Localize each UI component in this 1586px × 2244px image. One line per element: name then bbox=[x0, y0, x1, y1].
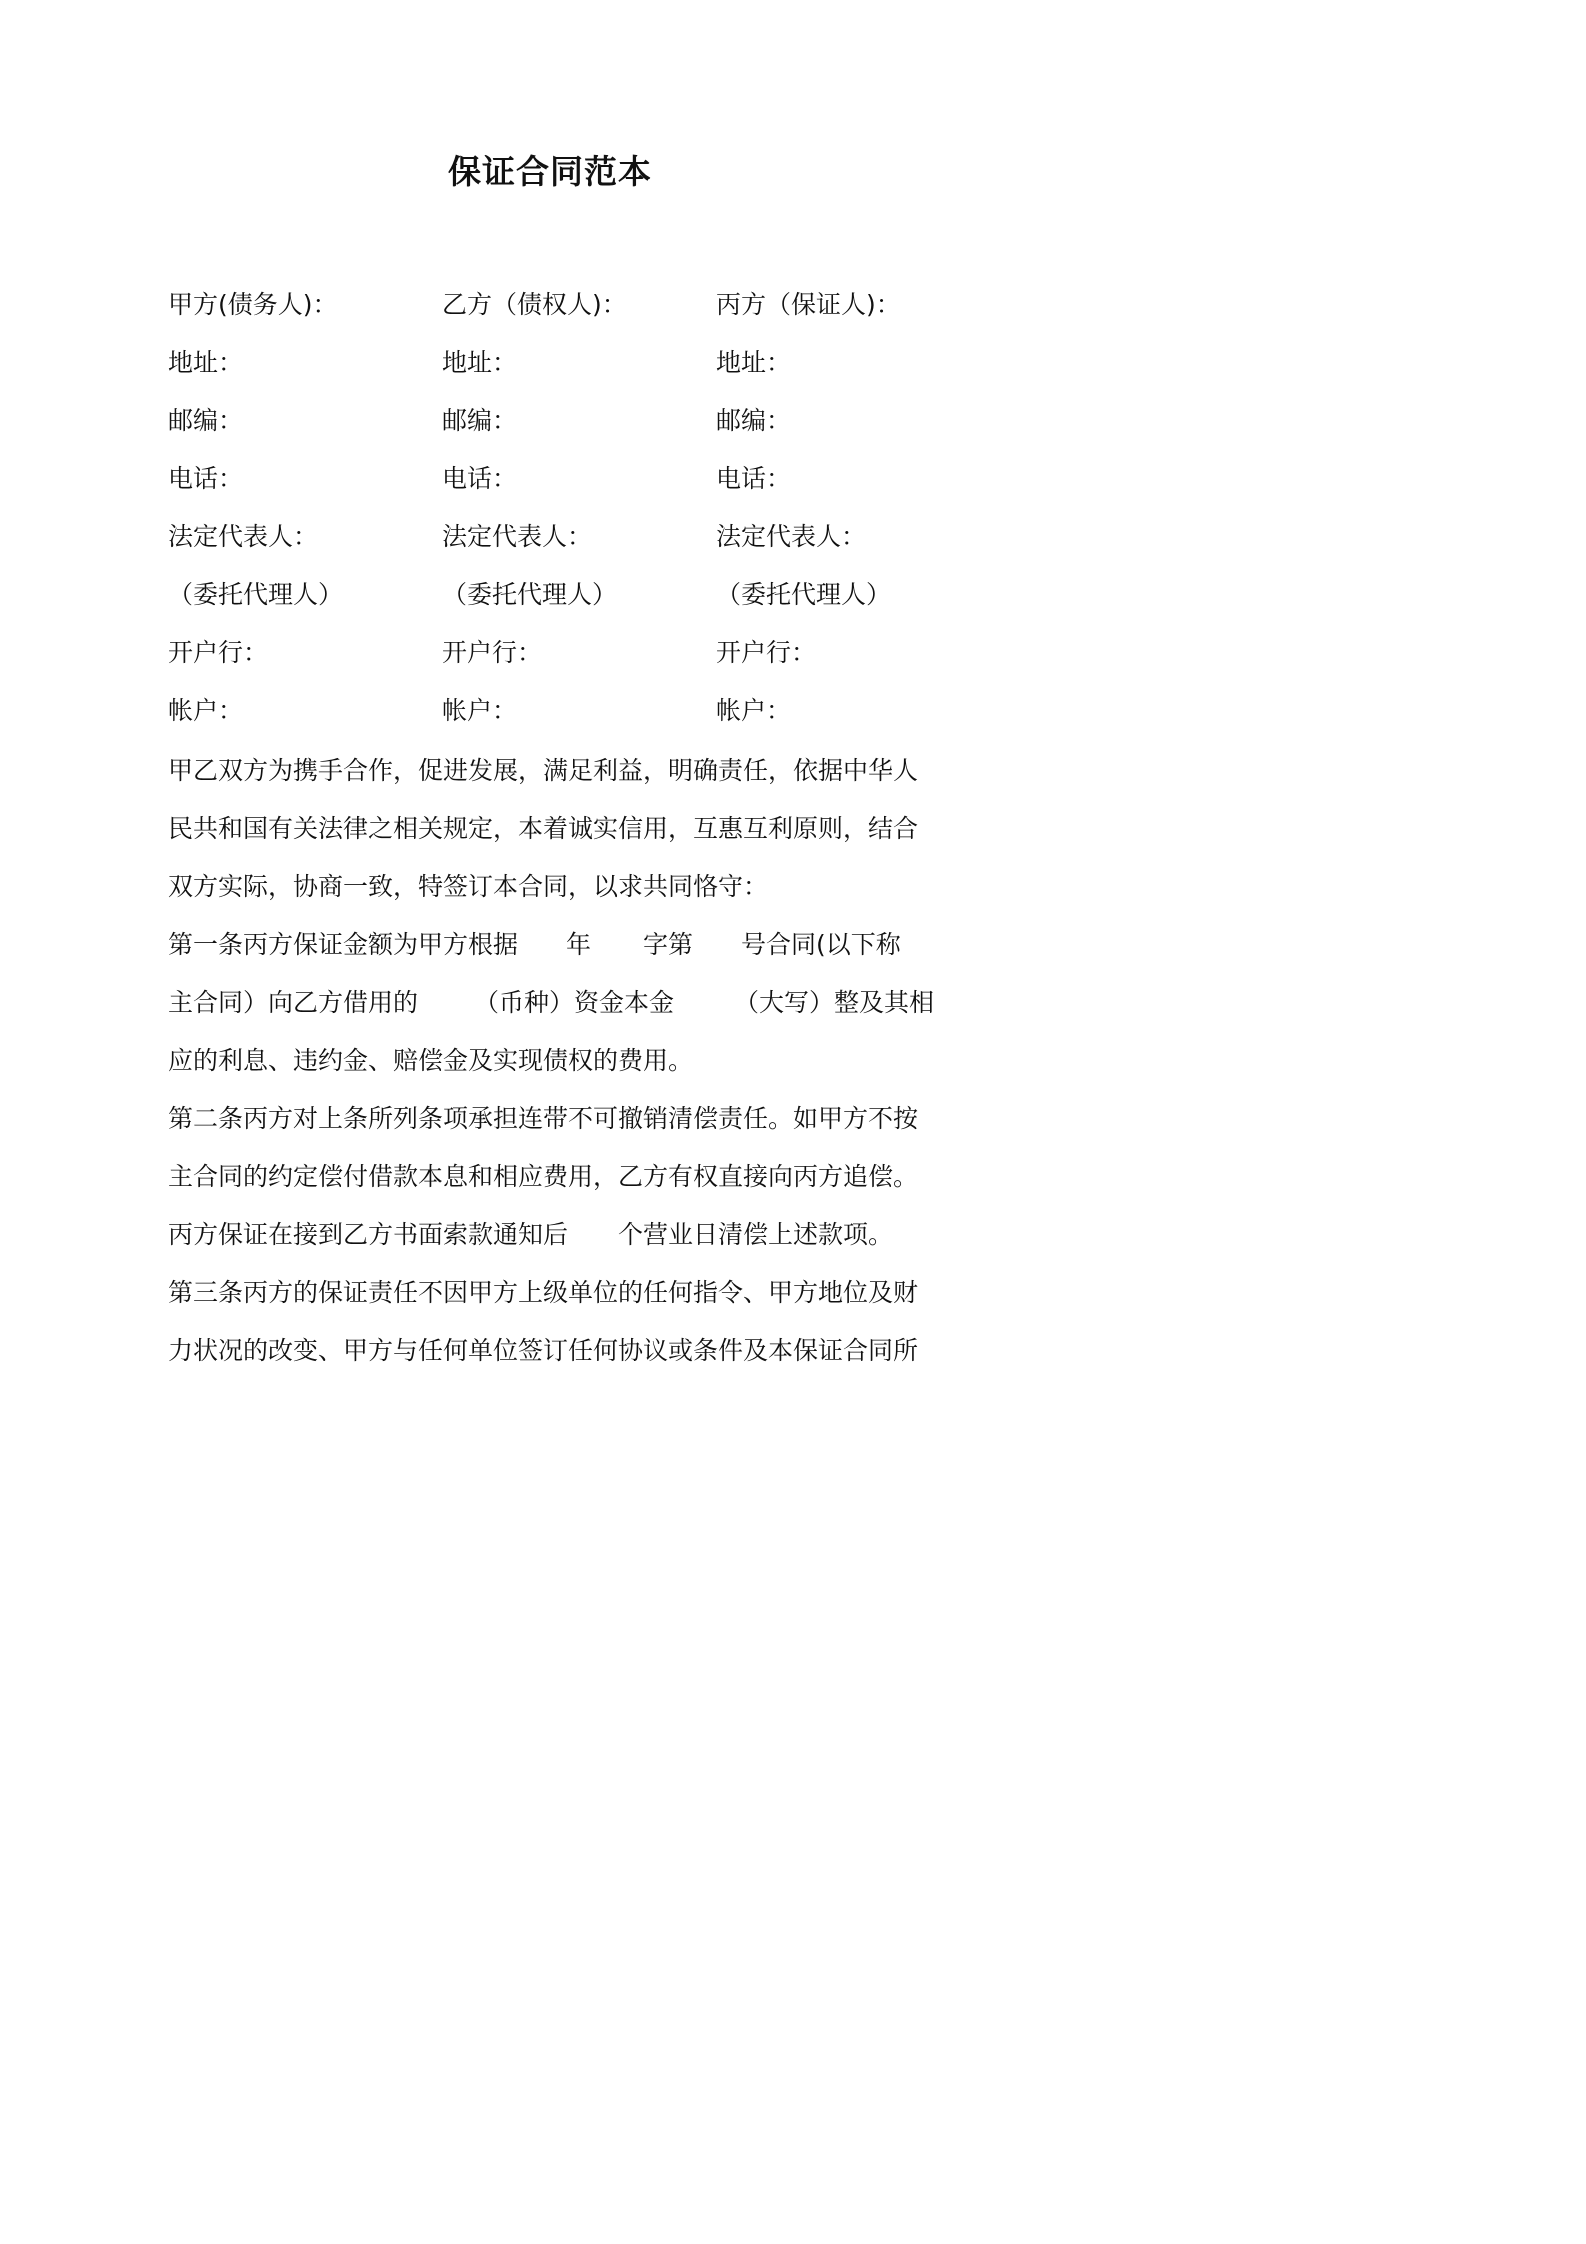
article-1-text-f: （币种）资金本金 bbox=[474, 988, 675, 1017]
party-c-legal-rep-label: 法定代表人： bbox=[716, 522, 867, 551]
preamble-line-2: 民共和国有关法律之相关规定，本着诚实信用，互惠互利原则，结合 bbox=[168, 814, 919, 843]
party-c-address-label: 地址： bbox=[716, 348, 792, 377]
party-c-phone-label: 电话： bbox=[716, 464, 792, 493]
party-c-bank-label: 开户行： bbox=[716, 638, 817, 667]
party-a-phone-label: 电话： bbox=[168, 464, 244, 493]
document-page bbox=[0, 0, 1100, 1556]
party-b-postcode-label: 邮编： bbox=[442, 406, 518, 435]
party-a-postcode-label: 邮编： bbox=[168, 406, 244, 435]
party-b-bank-label: 开户行： bbox=[442, 638, 543, 667]
party-b-address-label: 地址： bbox=[442, 348, 518, 377]
party-c-agent-label: （委托代理人） bbox=[716, 580, 892, 609]
article-1-text-b: 年 bbox=[566, 930, 592, 959]
article-2-line-2: 主合同的约定偿付借款本息和相应费用，乙方有权直接向丙方追偿。 bbox=[168, 1162, 919, 1191]
article-3-line-1: 第三条丙方的保证责任不因甲方上级单位的任何指令、甲方地位及财 bbox=[168, 1278, 919, 1307]
party-b-legal-rep-label: 法定代表人： bbox=[442, 522, 593, 551]
article-3-line-2: 力状况的改变、甲方与任何单位签订任何协议或条件及本保证合同所 bbox=[168, 1336, 919, 1365]
party-a-agent-label: （委托代理人） bbox=[168, 580, 344, 609]
party-a-account-label: 帐户： bbox=[168, 696, 244, 725]
article-2-text-a: 丙方保证在接到乙方书面索款通知后 bbox=[168, 1220, 569, 1249]
article-1-text-g: （大写）整及其相 bbox=[734, 988, 935, 1017]
preamble-line-3: 双方实际，协商一致，特签订本合同，以求共同恪守： bbox=[168, 872, 769, 901]
party-a-address-label: 地址： bbox=[168, 348, 244, 377]
party-c-account-label: 帐户： bbox=[716, 696, 792, 725]
party-b-header: 乙方（债权人)： bbox=[442, 290, 627, 319]
article-1-line-2 bbox=[168, 974, 968, 1032]
party-c-header: 丙方（保证人)： bbox=[716, 290, 901, 319]
party-b-phone-label: 电话： bbox=[442, 464, 518, 493]
article-2-text-b: 个营业日清偿上述款项。 bbox=[618, 1220, 894, 1249]
article-1-line-3: 应的利息、违约金、赔偿金及实现债权的费用。 bbox=[168, 1046, 694, 1075]
article-2-line-1: 第二条丙方对上条所列条项承担连带不可撤销清偿责任。如甲方不按 bbox=[168, 1104, 919, 1133]
article-2-line-3 bbox=[168, 1206, 968, 1264]
party-b-agent-label: （委托代理人） bbox=[442, 580, 618, 609]
article-1-line-1 bbox=[168, 916, 968, 974]
article-1-text-e: 主合同）向乙方借用的 bbox=[168, 988, 419, 1017]
article-1-text-a: 第一条丙方保证金额为甲方根据 bbox=[168, 930, 519, 959]
party-a-bank-label: 开户行： bbox=[168, 638, 269, 667]
party-a-header: 甲方(债务人)： bbox=[168, 290, 338, 319]
party-b-account-label: 帐户： bbox=[442, 696, 518, 725]
contract-body bbox=[168, 742, 968, 1380]
article-1-text-c: 字第 bbox=[643, 930, 694, 959]
party-a-legal-rep-label: 法定代表人： bbox=[168, 522, 319, 551]
document-title: 保证合同范本 bbox=[448, 152, 652, 191]
party-c-postcode-label: 邮编： bbox=[716, 406, 792, 435]
parties-table bbox=[168, 276, 968, 740]
preamble-line-1: 甲乙双方为携手合作，促进发展，满足利益，明确责任，依据中华人 bbox=[168, 756, 919, 785]
article-1-text-d: 号合同(以下称 bbox=[741, 930, 901, 959]
